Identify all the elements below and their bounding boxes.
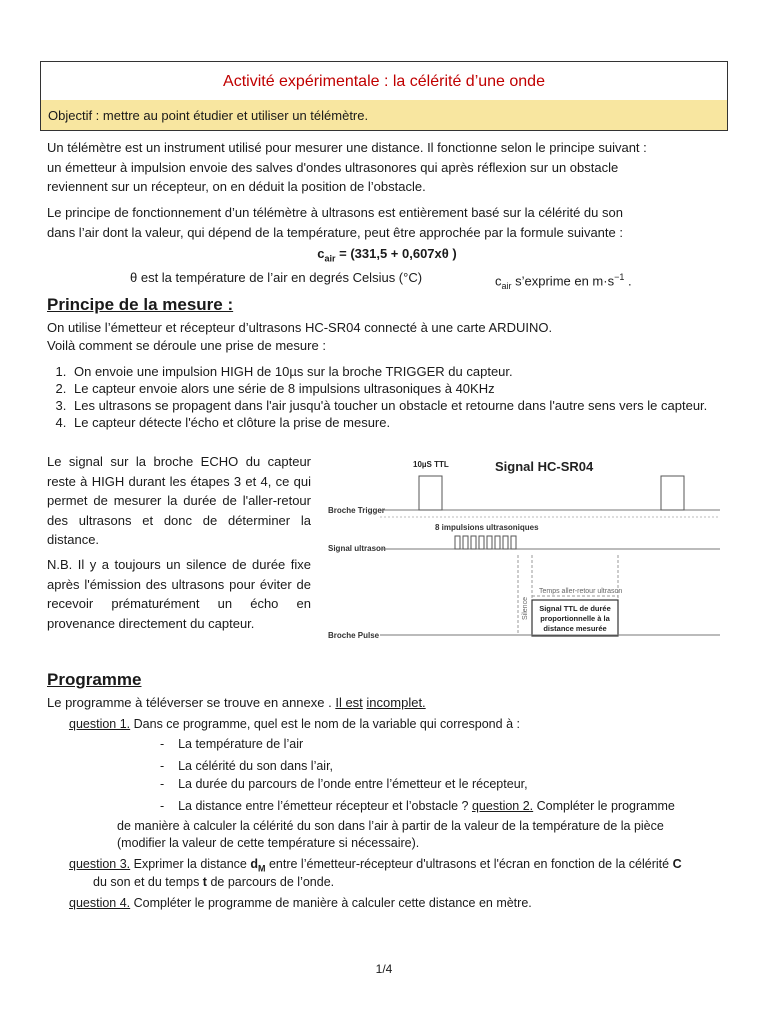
programme-intro: Le programme à téléverser se trouve en annexe . Il est incomplet. <box>47 695 426 710</box>
nb-note: N.B. Il y a toujours un silence de durée fixe après l'émission des ultrasons pour éviter de recevoir prématurément un écho en provenance directement du capteur. <box>47 557 311 631</box>
list-item: - La distance entre l’émetteur récepteur et l’obstacle ? question 2. Compléter le programme <box>160 799 675 813</box>
intro-line: un émetteur à impulsion envoie des salves d'ondes ultrasonores qui après réflexion sur un obstacle <box>47 159 619 175</box>
trigger-pulse <box>419 476 442 510</box>
page-title: Activité expérimentale : la célérité d’une onde <box>40 61 728 101</box>
list-item: 3. Les ultrasons se propagent dans l'air jusqu'à toucher un obstacle et retourne dans l'autre sens vers le capteur. <box>70 397 724 414</box>
question-2-line: de manière à calculer la célérité du son dans l’air à partir de la valeur de la température de la pièce <box>117 819 664 833</box>
list-item: 4. Le capteur détecte l'écho et clôture la prise de mesure. <box>70 414 724 431</box>
steps-list <box>24 363 724 431</box>
page-number: 1/4 <box>375 962 393 976</box>
ultrasonic-pulses <box>455 536 516 549</box>
echo-box-line: proportionnelle à la <box>540 614 610 623</box>
ttl-label: 10µS TTL <box>413 460 449 469</box>
question-1: question 1. Dans ce programme, quel est le nom de la variable qui correspond à : <box>69 717 520 731</box>
row-label-pulse: Broche Pulse <box>328 631 380 640</box>
question-3-line-2: du son et du temps t de parcours de l’onde. <box>93 875 335 889</box>
silence-label: Silence <box>522 597 529 620</box>
intro-paragraph-1 <box>47 138 727 197</box>
echo-explanation: Le signal sur la broche ECHO du capteur reste à HIGH durant les étapes 3 et 4, ce qui permet de mesurer la durée de l'aller-retour des ultrasons et donc de déterminer la distance. <box>47 454 311 547</box>
echo-box-line: distance mesurée <box>543 624 607 633</box>
unit-definition: $c_{air}$ s’exprime en $m\cdot s^{-1}$ . <box>495 272 632 291</box>
intro-line: Le principe de fonctionnement d’un télémètre à ultrasons est entièrement basé sur la célérité du son <box>47 205 623 220</box>
objective-banner: Objectif : mettre au point étudier et utiliser un télémètre. <box>40 100 728 131</box>
section-heading-programme: Programme <box>47 670 142 689</box>
echo-box-line: Signal TTL de durée <box>539 604 611 613</box>
intro-line: Un télémètre est un instrument utilisé pour mesurer une distance. Il fonctionne selon le principe suivant : <box>47 140 647 155</box>
principe-intro: On utilise l’émetteur et récepteur d’ultrasons HC-SR04 connecté à une carte ARDUINO. Voilà comment se déroule une prise de mesure : <box>47 320 553 353</box>
theta-definition: θ est la température de l’air en degrés Celsius (°C) <box>130 270 423 285</box>
temps-label: Temps aller-retour ultrason <box>539 588 623 595</box>
pulses-label: 8 impulsions ultrasoniques <box>435 523 539 532</box>
list-item: 1. On envoie une impulsion HIGH de 10µs sur la broche TRIGGER du capteur. <box>70 363 724 380</box>
trigger-pulse-next <box>661 476 684 510</box>
list-item: - La célérité du son dans l’air, <box>160 759 334 773</box>
hc-sr04-timing-diagram <box>325 455 725 640</box>
intro-line: dans l’air dont la valeur, qui dépend de la température, peut être approchée par la formule suivante : <box>47 224 623 240</box>
list-item: - La durée du parcours de l’onde entre l’émetteur et le récepteur, <box>160 777 528 791</box>
section-heading-principe: Principe de la mesure : <box>47 295 234 314</box>
question-2-line: (modifier la valeur de cette température si nécessaire). <box>117 836 420 850</box>
diagram-title: Signal HC-SR04 <box>495 459 594 474</box>
intro-paragraph-2 <box>47 203 727 242</box>
row-label-trigger: Broche Trigger <box>328 506 385 515</box>
list-item: - La température de l’air <box>160 737 304 751</box>
question-3: question 3. Exprimer la distance $d_M$ entre l’émetteur-récepteur d'ultrasons et l'écran en fonction de la célérité C <box>69 857 682 874</box>
question-4: question 4. Compléter le programme de manière à calculer cette distance en mètre. <box>69 896 532 910</box>
formula: $c_{air} = (331,5 + 0,607x\theta$ ) <box>317 246 457 264</box>
row-label-ultrason: Signal ultrason <box>328 544 386 553</box>
list-item: 2. Le capteur envoie alors une série de 8 impulsions ultrasoniques à 40KHz <box>70 380 724 397</box>
intro-line: reviennent sur un récepteur, on en déduit la position de l’obstacle. <box>47 179 426 194</box>
